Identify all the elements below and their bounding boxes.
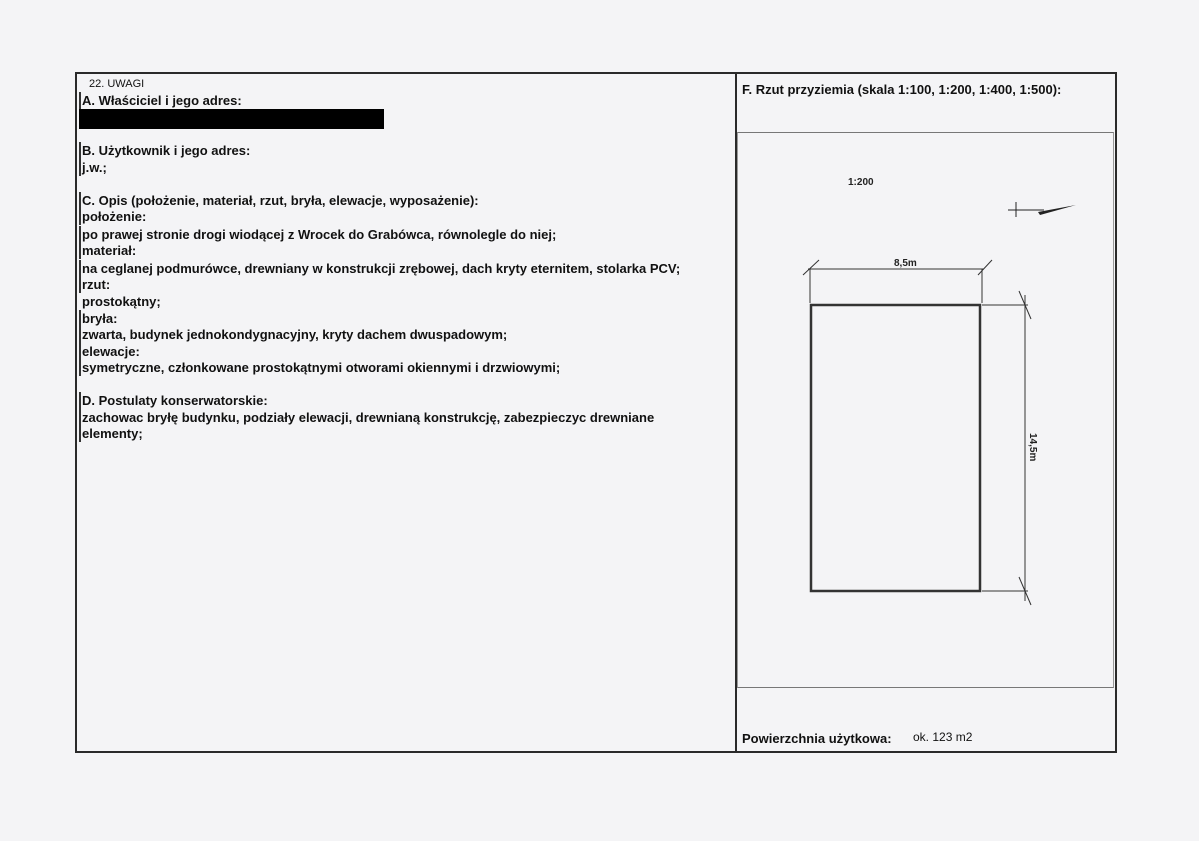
plan-label: rzut:	[79, 276, 110, 293]
material-label: materiał:	[79, 242, 136, 259]
elevations-label: elewacje:	[79, 343, 140, 360]
elevations-value: symetryczne, członkowane prostokątnymi otworami okiennymi i drzwiowymi;	[79, 359, 560, 376]
owner-heading: A. Właściciel i jego adres:	[79, 92, 242, 109]
inventory-card	[75, 72, 1117, 753]
user-heading: B. Użytkownik i jego adres:	[79, 142, 250, 159]
north-arrow-icon	[1008, 202, 1076, 217]
material-value: na ceglanej podmurówce, drewniany w konstrukcji zrębowej, dach kryty eternitem, stolarka PCV;	[79, 260, 680, 277]
ground-plan-section	[737, 74, 1115, 751]
width-dimension	[803, 258, 992, 303]
massing-label: bryła:	[79, 310, 117, 327]
usable-area-value: ok. 123 m2	[913, 730, 973, 744]
usable-area-label: Powierzchnia użytkowa:	[742, 731, 892, 746]
section-number: 22. UWAGI	[89, 78, 145, 90]
user-value: j.w.;	[79, 159, 107, 176]
length-dimension	[982, 291, 1038, 605]
massing-value: zwarta, budynek jednokondygnacyjny, kryty dachem dwuspadowym;	[79, 326, 507, 343]
redacted-owner-address	[79, 109, 384, 129]
ground-plan-drawing	[738, 133, 1115, 689]
length-label: 14,5m	[1027, 433, 1038, 462]
width-label: 8,5m	[894, 258, 917, 269]
remarks-section	[77, 74, 737, 751]
ground-plan-title: F. Rzut przyziemia (skala 1:100, 1:200, 1:400, 1:500):	[742, 82, 1062, 97]
scale-label: 1:200	[848, 177, 874, 188]
location-value: po prawej stronie drogi wiodącej z Wrocek do Grabówca, równolegle do niej;	[79, 226, 556, 243]
ground-plan-drawing-area	[737, 132, 1114, 688]
location-label: położenie:	[79, 208, 146, 225]
postulates-heading: D. Postulaty konserwatorskie:	[79, 392, 268, 409]
plan-value: prostokątny;	[82, 294, 161, 309]
postulates-line-1: zachowac bryłę budynku, podziały elewacji, drewnianą konstrukcję, zabezpieczyc drewniane	[79, 409, 654, 426]
building-outline	[811, 305, 980, 591]
postulates-line-2: elementy;	[79, 425, 143, 442]
description-heading: C. Opis (położenie, materiał, rzut, bryła, elewacje, wyposażenie):	[79, 192, 479, 209]
